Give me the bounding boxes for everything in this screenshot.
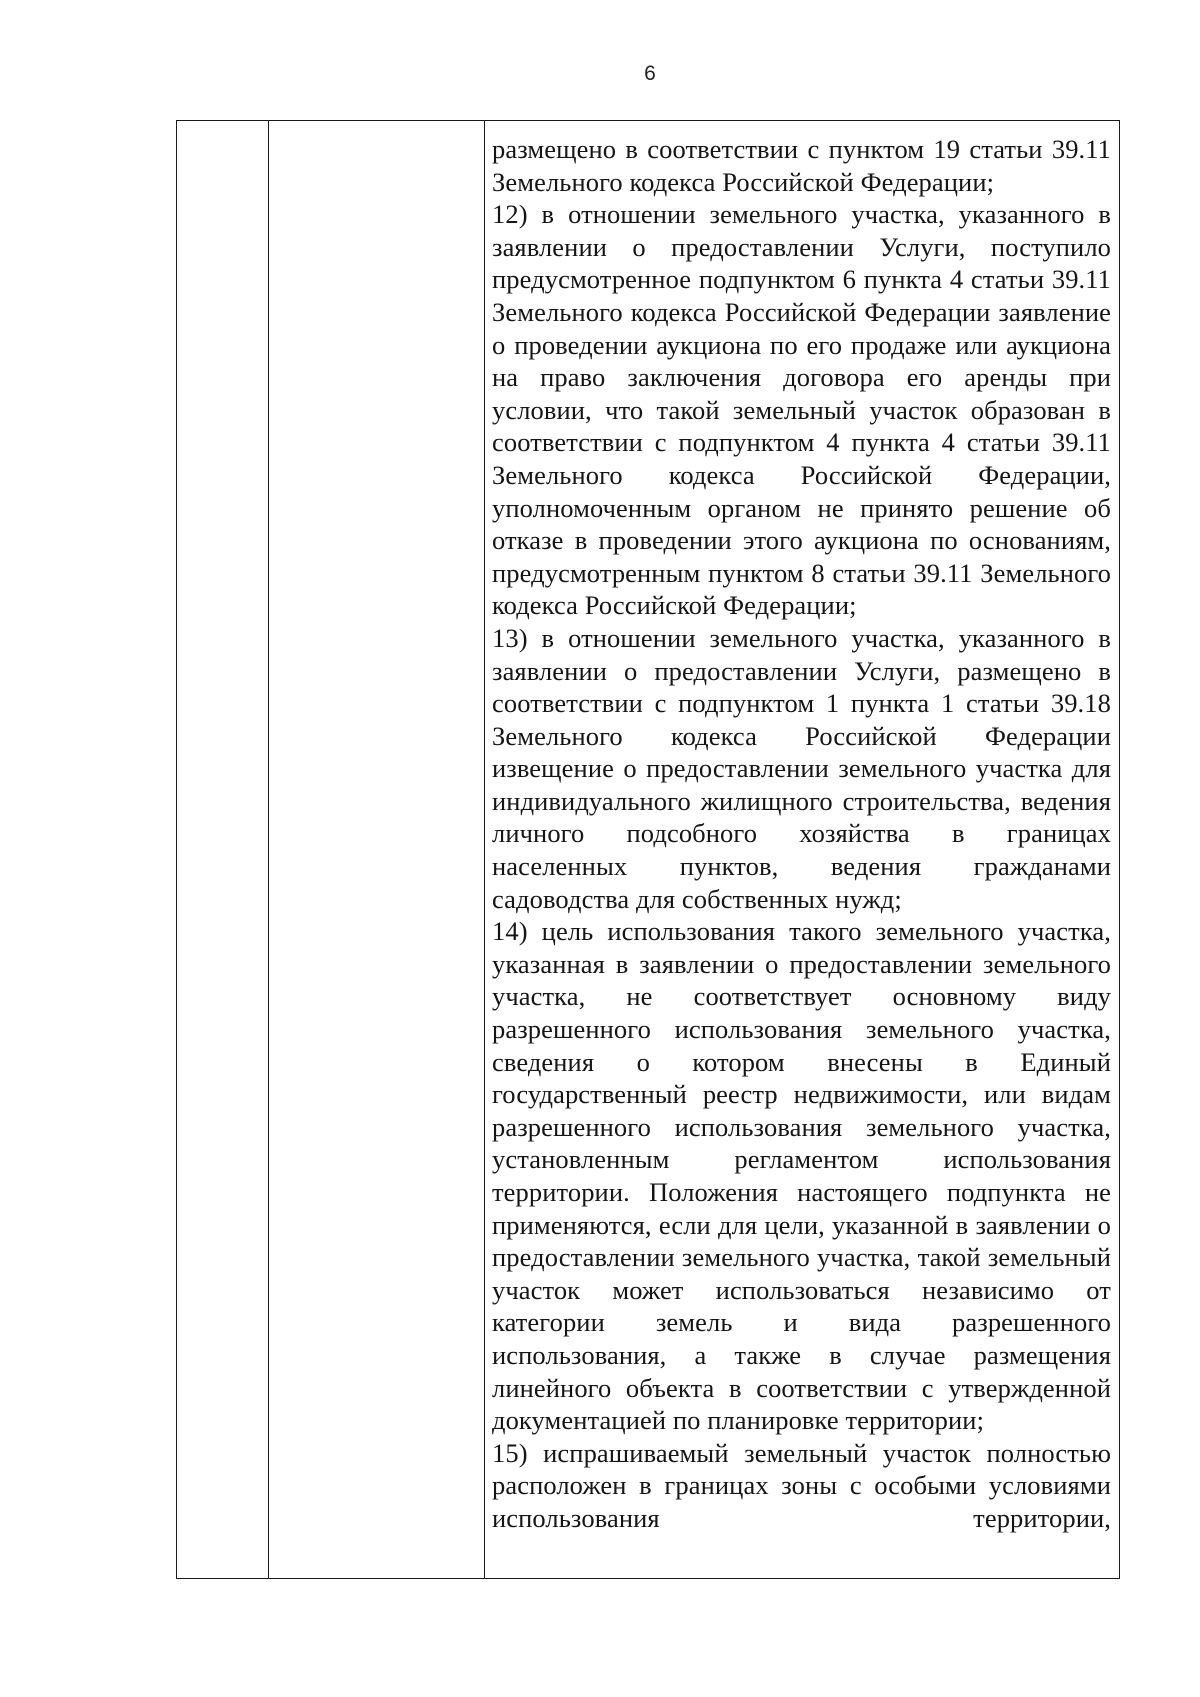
paragraph-item-15: 15) испрашиваемый земельный участок полностью расположен в границах зоны с особыми условиями использования территории,: [492, 1437, 1111, 1533]
paragraph-item-13: 13) в отношении земельного участка, указанного в заявлении о предоставлении Услуги, размещено в соответствии с подпунктом 1 пункта 1 статьи 39.18 Земельного кодекса Российской Федерации извещение о предоставлении земельного участка для индивидуального жилищного строительства, ведения личного подсобного хозяйства в границах населенных пунктов, ведения гражданами садоводства для собственных нужд;: [492, 622, 1111, 914]
paragraph-continuation: размещено в соответствии с пунктом 19 статьи 39.11 Земельного кодекса Российской Федерации;: [492, 134, 1111, 197]
table-column-1: [177, 121, 269, 1578]
paragraph-item-14: 14) цель использования такого земельного участка, указанная в заявлении о предоставлении земельного участка, не соответствует основному виду разрешенного использования земельного участка, сведения о котором внесены в Единый государственный реестр недвижимости, или видам разрешенного использования земельного участка, установленным регламентом использования территории. Положения настоящего подпункта не применяются, если для цели, указанной в заявлении о предоставлении земельного участка, такой земельный участок может использоваться независимо от категории земель и вида разрешенного использования, а также в случае размещения линейного объекта в соответствии с утвержденной документацией по планировке территории;: [492, 916, 1111, 1436]
table-column-3: [485, 121, 1119, 1578]
table-column-2: [269, 121, 485, 1578]
page-number: 6: [644, 62, 656, 85]
document-table: [176, 120, 1120, 1579]
paragraph-item-12: 12) в отношении земельного участка, указанного в заявлении о предоставлении Услуги, поступило предусмотренное подпунктом 6 пункта 4 статьи 39.11 Земельного кодекса Российской Федерации заявление о проведении аукциона по его продаже или аукциона на право заключения договора его аренды при условии, что такой земельный участок образован в соответствии с подпунктом 4 пункта 4 статьи 39.11 Земельного кодекса Российской Федерации, уполномоченным органом не принято решение об отказе в проведении этого аукциона по основаниям, предусмотренным пунктом 8 статьи 39.11 Земельного кодекса Российской Федерации;: [492, 199, 1111, 621]
